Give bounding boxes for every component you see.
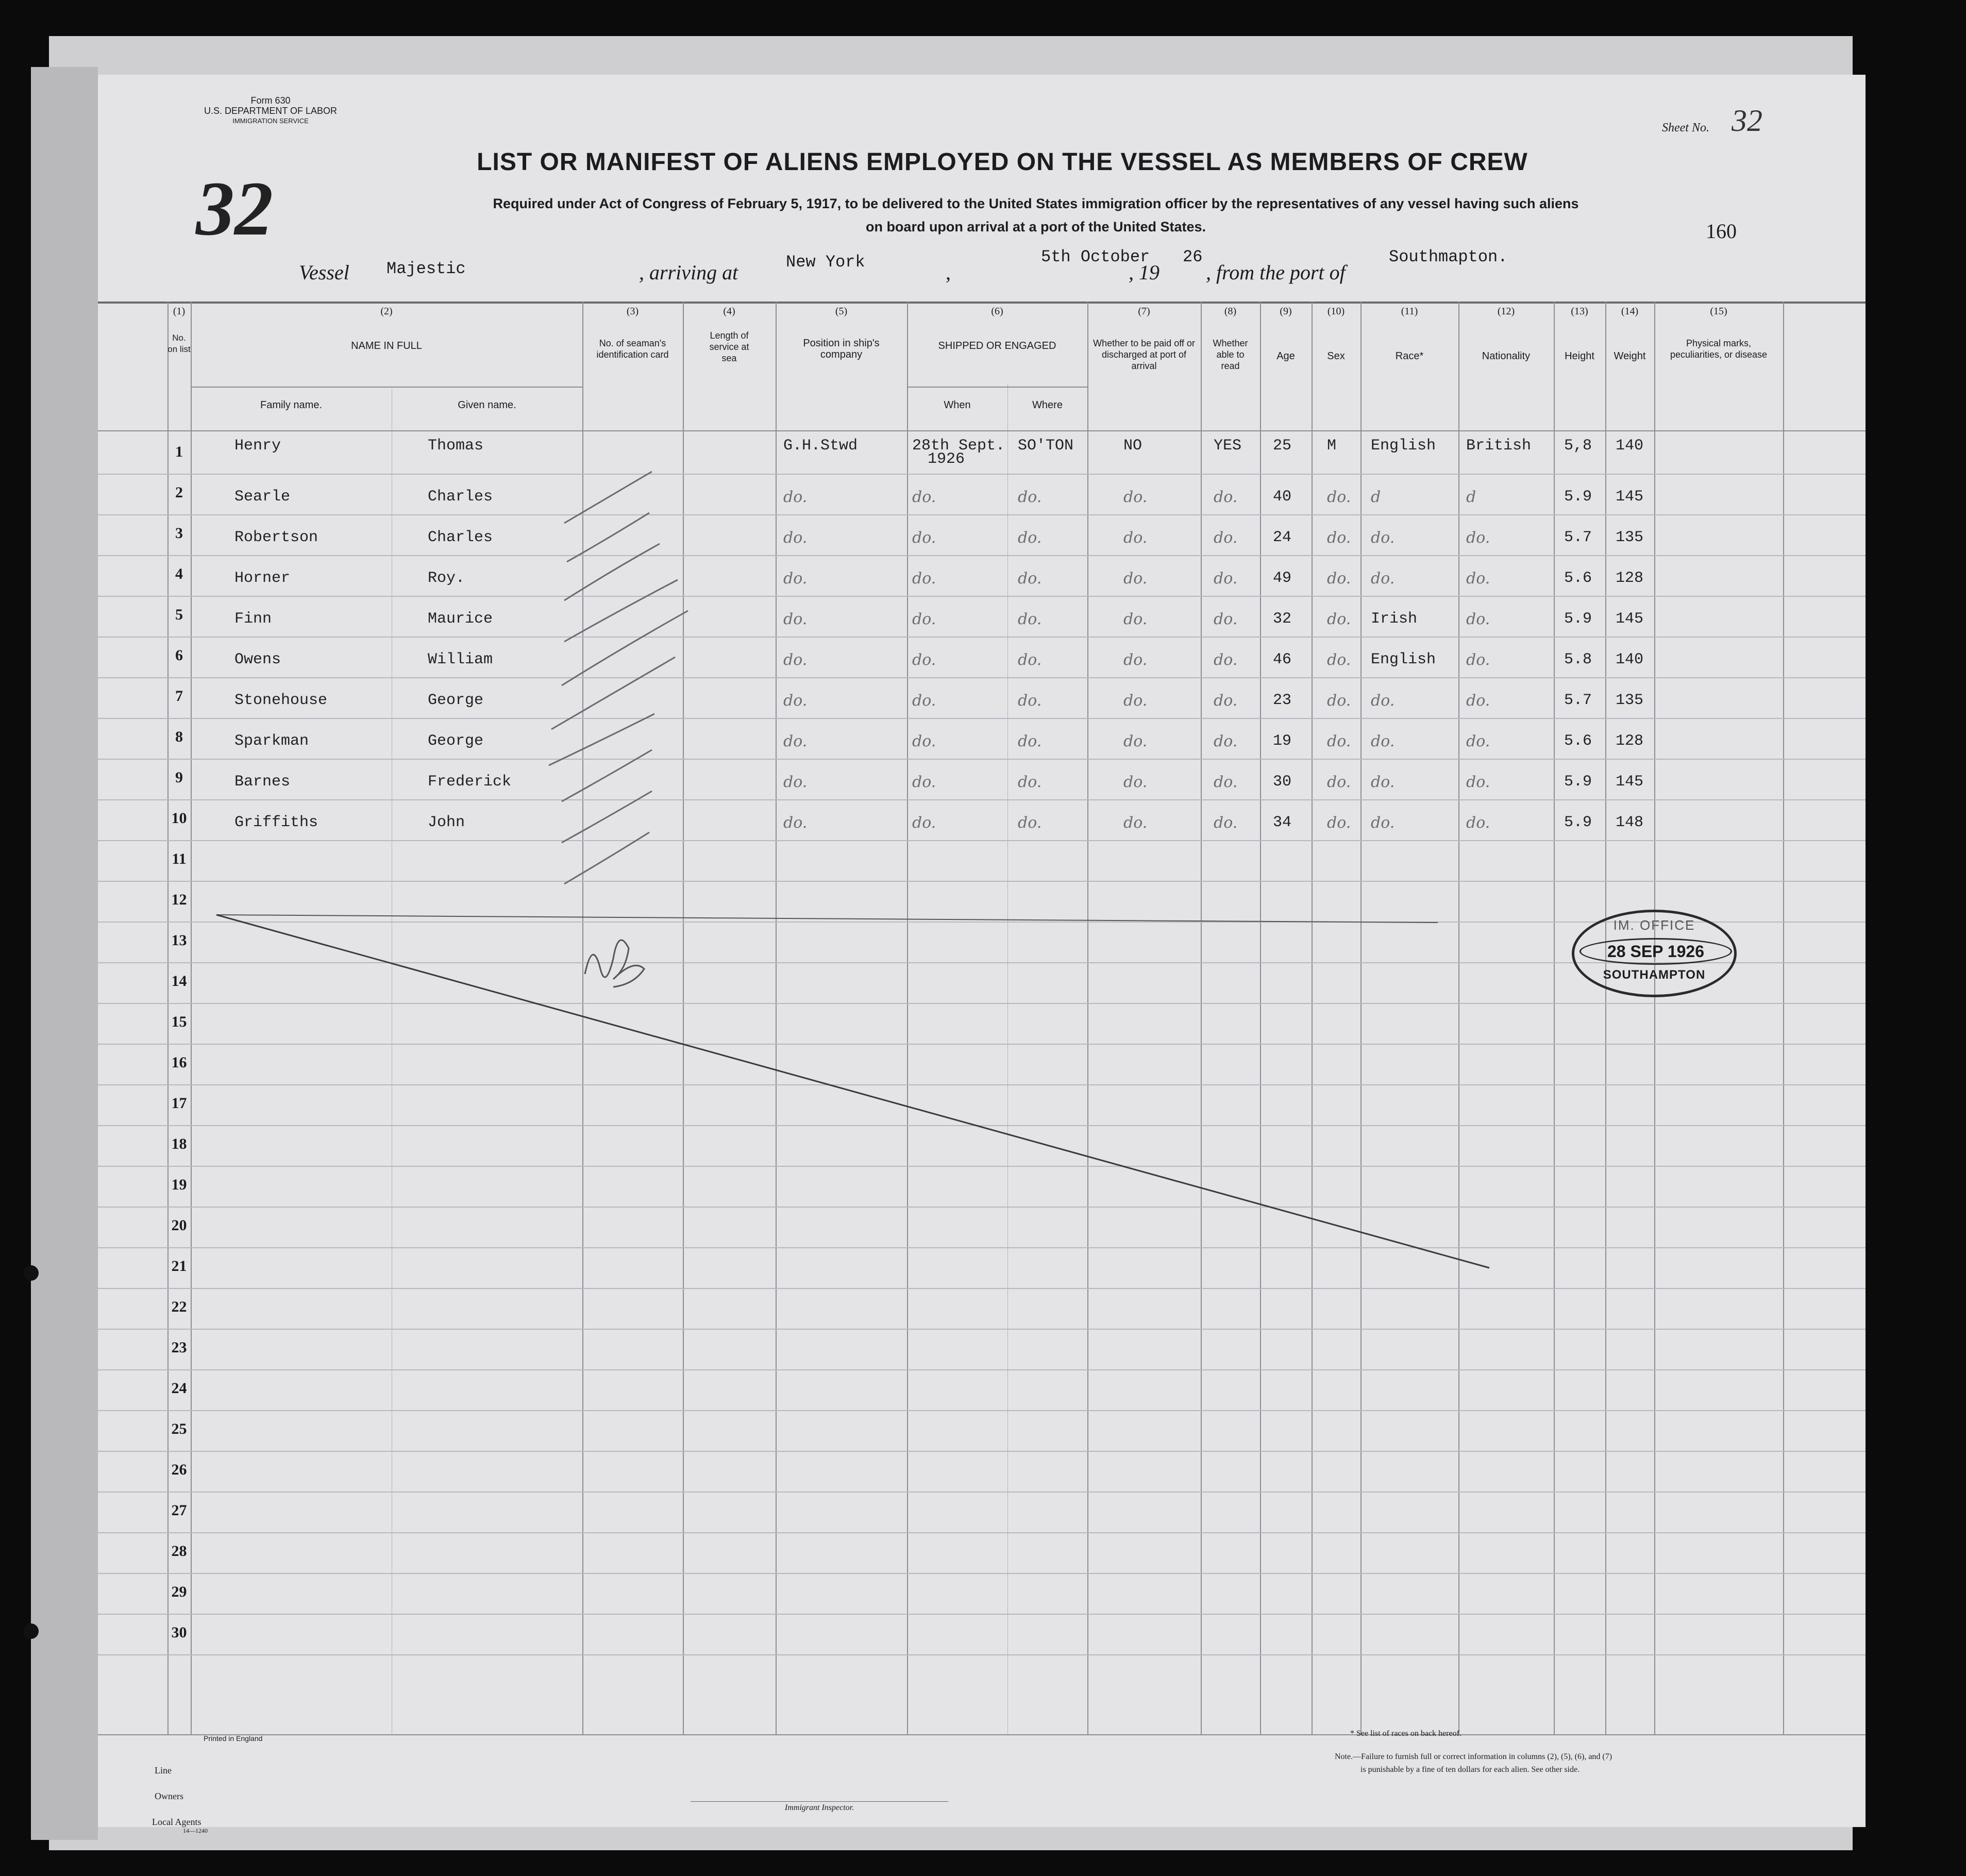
header-where: Where	[1032, 399, 1063, 411]
cell-weight: 145	[1616, 610, 1644, 628]
cell-weight: 140	[1616, 651, 1644, 668]
cell-height: 5.9	[1564, 814, 1592, 831]
cell-when1: do.	[912, 488, 936, 506]
column-number: (11)	[1401, 306, 1418, 317]
row-number: 27	[171, 1502, 187, 1519]
cell-weight: 128	[1616, 732, 1644, 750]
header-name-in-full: NAME IN FULL	[351, 340, 422, 351]
vessel-label: Vessel	[299, 261, 349, 284]
cell-given: George	[428, 732, 484, 750]
subtitle-line-2: on board upon arrival at a port of the United States.	[865, 219, 1206, 234]
column-number: (3)	[626, 306, 639, 317]
arriving-port: New York	[786, 253, 865, 272]
cell-race: English	[1371, 437, 1436, 455]
footer-rule	[98, 1734, 1866, 1735]
cell-when1: do.	[912, 814, 936, 832]
row-number: 5	[175, 606, 183, 623]
cell-sex: M	[1327, 437, 1337, 455]
cell-read: do.	[1214, 773, 1238, 791]
cell-height: 5.6	[1564, 732, 1592, 750]
cell-read: do.	[1214, 692, 1238, 710]
ticks-and-cancel-line	[98, 301, 1866, 1775]
cell-race: do.	[1371, 732, 1395, 750]
cell-sex: do.	[1327, 529, 1351, 547]
row-number: 15	[171, 1013, 187, 1030]
comma-separator: ,	[946, 261, 951, 284]
cell-position: do.	[783, 651, 808, 669]
cell-paid: do.	[1123, 529, 1148, 547]
cell-position: do.	[783, 692, 808, 710]
row-number: 12	[171, 891, 187, 908]
cell-race: do.	[1371, 692, 1395, 710]
cell-age: 49	[1273, 569, 1292, 587]
cell-position: do.	[783, 773, 808, 791]
cell-family: Henry	[234, 437, 281, 455]
cell-read: do.	[1214, 651, 1238, 669]
row-number: 2	[175, 484, 183, 501]
tick-marks	[549, 472, 688, 884]
row-number: 7	[175, 688, 183, 705]
cell-family: Barnes	[234, 773, 291, 791]
cell-where: do.	[1018, 814, 1042, 832]
cell-age: 19	[1273, 732, 1292, 750]
tick-mark	[567, 513, 649, 562]
row-number: 4	[175, 565, 183, 582]
stamp-top-text: IM. OFFICE	[1613, 917, 1695, 933]
cell-where: do.	[1018, 773, 1042, 791]
stamp-date: 28 SEP 1926	[1579, 938, 1732, 965]
cell-age: 23	[1273, 692, 1292, 709]
cell-family: Sparkman	[234, 732, 309, 750]
header-sex: Sex	[1327, 350, 1345, 362]
cell-race: d	[1371, 488, 1381, 506]
cell-family: Searle	[234, 488, 291, 506]
row-number: 13	[171, 932, 187, 949]
row-number: 9	[175, 769, 183, 786]
cell-given: Thomas	[428, 437, 484, 455]
side-number: 160	[1706, 220, 1737, 243]
row-number: 18	[171, 1135, 187, 1152]
cell-age: 40	[1273, 488, 1292, 506]
cell-height: 5.7	[1564, 692, 1592, 709]
header-length-of-service: Length of service at sea	[709, 330, 749, 363]
cell-family: Stonehouse	[234, 692, 328, 709]
punch-hole	[23, 1623, 39, 1639]
crew-table	[98, 301, 1866, 1775]
cell-given: Charles	[428, 529, 493, 546]
row-number: 26	[171, 1461, 187, 1478]
cell-position: do.	[783, 732, 808, 750]
row-number: 6	[175, 647, 183, 664]
cell-age: 32	[1273, 610, 1292, 628]
cell-weight: 148	[1616, 814, 1644, 831]
cell-nationality: d	[1466, 488, 1476, 506]
header-id-card: No. of seaman's identification card	[596, 338, 669, 360]
header-height: Height	[1565, 350, 1594, 362]
cell-where: do.	[1018, 651, 1042, 669]
cell-race: do.	[1371, 569, 1395, 588]
cell-family: Owens	[234, 651, 281, 668]
cell-where: do.	[1018, 610, 1042, 628]
sheet-number-label: Sheet No.	[1662, 121, 1709, 135]
cell-where: do.	[1018, 529, 1042, 547]
cell-nationality: do.	[1466, 529, 1490, 547]
footer-owners-label: Owners	[155, 1791, 183, 1801]
page-edge-strip	[31, 67, 98, 1840]
cell-height: 5,8	[1564, 437, 1592, 455]
cell-when1: do.	[912, 692, 936, 710]
column-number: (14)	[1621, 306, 1639, 317]
cell-position: do.	[783, 569, 808, 588]
cell-sex: do.	[1327, 569, 1351, 588]
row-number: 21	[171, 1258, 187, 1275]
cell-when1: do.	[912, 569, 936, 588]
header-family-name: Family name.	[260, 399, 323, 411]
cell-sex: do.	[1327, 488, 1351, 506]
header-no-on-list: No. on list	[167, 333, 191, 354]
row-number: 16	[171, 1054, 187, 1071]
column-number: (7)	[1138, 306, 1150, 317]
cell-sex: do.	[1327, 610, 1351, 628]
cell-when1: do.	[912, 610, 936, 628]
cell-height: 5.8	[1564, 651, 1592, 668]
header-weight: Weight	[1614, 350, 1646, 362]
cell-read: do.	[1214, 569, 1238, 588]
cancel-diagonal-line	[216, 915, 1489, 1268]
cell-read: do.	[1214, 610, 1238, 628]
cell-where: do.	[1018, 569, 1042, 588]
page-title: LIST OR MANIFEST OF ALIENS EMPLOYED ON THE VESSEL AS MEMBERS OF CREW	[477, 148, 1528, 176]
cell-when1: 28th Sept.	[912, 437, 1005, 455]
row-number: 17	[171, 1095, 187, 1112]
cell-race: do.	[1371, 529, 1395, 547]
tick-mark	[564, 832, 649, 884]
cell-nationality: do.	[1466, 814, 1490, 832]
column-number: (9)	[1280, 306, 1292, 317]
tick-mark	[562, 611, 688, 685]
row-number: 22	[171, 1298, 187, 1315]
departure-port: Southmapton.	[1389, 247, 1508, 266]
cell-given: Maurice	[428, 610, 493, 628]
row-number: 3	[175, 525, 183, 542]
cell-given: George	[428, 692, 484, 709]
cell-given: Charles	[428, 488, 493, 506]
cell-family: Robertson	[234, 529, 318, 546]
cell-age: 46	[1273, 651, 1292, 668]
header-given-name: Given name.	[458, 399, 516, 411]
row-number: 30	[171, 1624, 187, 1641]
cell-position: G.H.Stwd	[783, 437, 858, 455]
tick-mark	[551, 657, 675, 729]
penalty-note-line-1: Note.—Failure to furnish full or correct information in columns (2), (5), (6), and (7)	[1335, 1752, 1612, 1761]
from-port-label: , from the port of	[1206, 261, 1346, 284]
row-number: 1	[175, 443, 183, 460]
cell-paid: do.	[1123, 732, 1148, 750]
column-number: (12)	[1497, 306, 1515, 317]
cell-where: do.	[1018, 732, 1042, 750]
row-number: 24	[171, 1380, 187, 1397]
cell-nationality: do.	[1466, 732, 1490, 750]
cell-race: do.	[1371, 773, 1395, 791]
cell-read: do.	[1214, 732, 1238, 750]
cell-sex: do.	[1327, 773, 1351, 791]
form-number: Form 630	[250, 95, 291, 106]
cell-paid: do.	[1123, 773, 1148, 791]
cell-nationality: British	[1466, 437, 1532, 455]
cell-age: 24	[1273, 529, 1292, 546]
form-header-block	[204, 95, 338, 126]
cell-where: do.	[1018, 488, 1042, 506]
row-number: 11	[172, 850, 187, 867]
cell-paid: do.	[1123, 610, 1148, 628]
cell-given: John	[428, 814, 465, 831]
subtitle-line-1: Required under Act of Congress of February 5, 1917, to be delivered to the United States immigration officer by the representatives of any vessel having such aliens	[493, 196, 1579, 211]
punch-hole	[23, 1265, 39, 1281]
cell-nationality: do.	[1466, 692, 1490, 710]
cell-race: Irish	[1371, 610, 1418, 628]
manifest-sheet	[98, 75, 1866, 1834]
cell-weight: 128	[1616, 569, 1644, 587]
cell-nationality: do.	[1466, 569, 1490, 588]
cell-position: do.	[783, 488, 808, 506]
header-nationality: Nationality	[1482, 350, 1531, 362]
cell-given: Frederick	[428, 773, 512, 791]
cell-where: do.	[1018, 692, 1042, 710]
column-number: (5)	[835, 306, 848, 317]
cell-position: do.	[783, 814, 808, 832]
cell-nationality: do.	[1466, 651, 1490, 669]
cell-when1: do.	[912, 651, 936, 669]
printed-in-england: Printed in England	[204, 1734, 263, 1743]
cell-family: Griffiths	[234, 814, 318, 831]
row-number: 23	[171, 1339, 187, 1356]
cell-position: do.	[783, 529, 808, 547]
cell-weight: 145	[1616, 488, 1644, 506]
cell-weight: 135	[1616, 692, 1644, 709]
cell-paid: do.	[1123, 651, 1148, 669]
end-of-list-line	[216, 915, 1438, 923]
cell-height: 5.6	[1564, 569, 1592, 587]
cell-read: do.	[1214, 529, 1238, 547]
cell-weight: 135	[1616, 529, 1644, 546]
cell-race: English	[1371, 651, 1436, 668]
cell-sex: do.	[1327, 814, 1351, 832]
cell-family: Finn	[234, 610, 272, 628]
column-number: (6)	[991, 306, 1003, 317]
header-when: When	[944, 399, 971, 411]
cell-given: William	[428, 651, 493, 668]
header-shipped-or-engaged: SHIPPED OR ENGAGED	[938, 340, 1056, 351]
cell-sex: do.	[1327, 692, 1351, 710]
column-number: (10)	[1327, 306, 1345, 317]
cell-when1: do.	[912, 732, 936, 750]
cell-sex: do.	[1327, 732, 1351, 750]
vessel-name: Majestic	[387, 259, 466, 278]
header-paid-off: Whether to be paid off or discharged at port of arrival	[1093, 338, 1195, 371]
header-position: Position in ship's company	[803, 338, 880, 360]
sheet-number-value: 32	[1732, 104, 1762, 138]
cell-when-year: 1926	[928, 450, 965, 468]
cell-nationality: do.	[1466, 773, 1490, 791]
cell-paid: NO	[1123, 437, 1142, 455]
cell-weight: 140	[1616, 437, 1644, 455]
arriving-label: , arriving at	[639, 261, 738, 284]
row-number: 19	[171, 1176, 187, 1193]
cell-read: do.	[1214, 814, 1238, 832]
cell-age: 34	[1273, 814, 1292, 831]
row-number: 14	[171, 973, 187, 990]
cell-height: 5.9	[1564, 610, 1592, 628]
header-race: Race*	[1395, 350, 1424, 362]
header-age: Age	[1276, 350, 1295, 362]
cell-nationality: do.	[1466, 610, 1490, 628]
cell-age: 30	[1273, 773, 1292, 791]
department-name: U.S. DEPARTMENT OF LABOR	[204, 106, 338, 116]
column-number: (13)	[1571, 306, 1588, 317]
arrival-year: 26	[1183, 247, 1203, 266]
row-number: 25	[171, 1420, 187, 1437]
header-physical-marks: Physical marks, peculiarities, or disease	[1670, 338, 1768, 360]
column-number: (15)	[1710, 306, 1727, 317]
cell-sex: do.	[1327, 651, 1351, 669]
row-number: 20	[171, 1217, 187, 1234]
year-prefix: , 19	[1129, 261, 1160, 284]
penalty-note-line-2: is punishable by a fine of ten dollars for each alien. See other side.	[1360, 1765, 1580, 1774]
cell-given: Roy.	[428, 569, 465, 587]
immigration-stamp	[1572, 910, 1737, 997]
cell-height: 5.7	[1564, 529, 1592, 546]
cell-age: 25	[1273, 437, 1292, 455]
column-number: (8)	[1224, 306, 1237, 317]
footer-line-label: Line	[155, 1765, 172, 1775]
cell-where: SO'TON	[1018, 437, 1074, 455]
tick-mark	[564, 544, 660, 600]
cell-height: 5.9	[1564, 488, 1592, 506]
stamp-bottom-text: SOUTHAMPTON	[1603, 968, 1706, 982]
arrival-date: 5th October	[1041, 247, 1150, 266]
footer-agents-label: Local Agents	[152, 1817, 201, 1827]
races-footnote: * See list of races on back hereof.	[1350, 1729, 1461, 1738]
cell-paid: do.	[1123, 488, 1148, 506]
cell-position: do.	[783, 610, 808, 628]
cell-when1: do.	[912, 529, 936, 547]
row-number: 10	[171, 810, 187, 827]
cell-paid: do.	[1123, 692, 1148, 710]
cell-when1: do.	[912, 773, 936, 791]
cell-read: YES	[1214, 437, 1242, 455]
tick-mark	[562, 750, 652, 801]
tick-mark	[564, 472, 652, 523]
cell-family: Horner	[234, 569, 291, 587]
handwritten-sheet-number: 32	[196, 166, 273, 252]
cell-height: 5.9	[1564, 773, 1592, 791]
header-able-to-read: Whether able to read	[1213, 338, 1248, 371]
footer-form-code: 14—1240	[183, 1827, 208, 1834]
cell-paid: do.	[1123, 814, 1148, 832]
column-number: (2)	[380, 306, 393, 317]
row-number: 8	[175, 728, 183, 745]
row-number: 28	[171, 1543, 187, 1560]
column-number: (1)	[173, 306, 186, 317]
inspector-initials	[585, 940, 644, 987]
column-number: (4)	[723, 306, 735, 317]
cell-read: do.	[1214, 488, 1238, 506]
cell-paid: do.	[1123, 569, 1148, 588]
service-name: IMMIGRATION SERVICE	[232, 117, 309, 125]
row-number: 29	[171, 1583, 187, 1600]
immigrant-inspector-signature-line: Immigrant Inspector.	[691, 1801, 948, 1813]
cell-race: do.	[1371, 814, 1395, 832]
tick-mark	[562, 791, 652, 843]
cell-weight: 145	[1616, 773, 1644, 791]
